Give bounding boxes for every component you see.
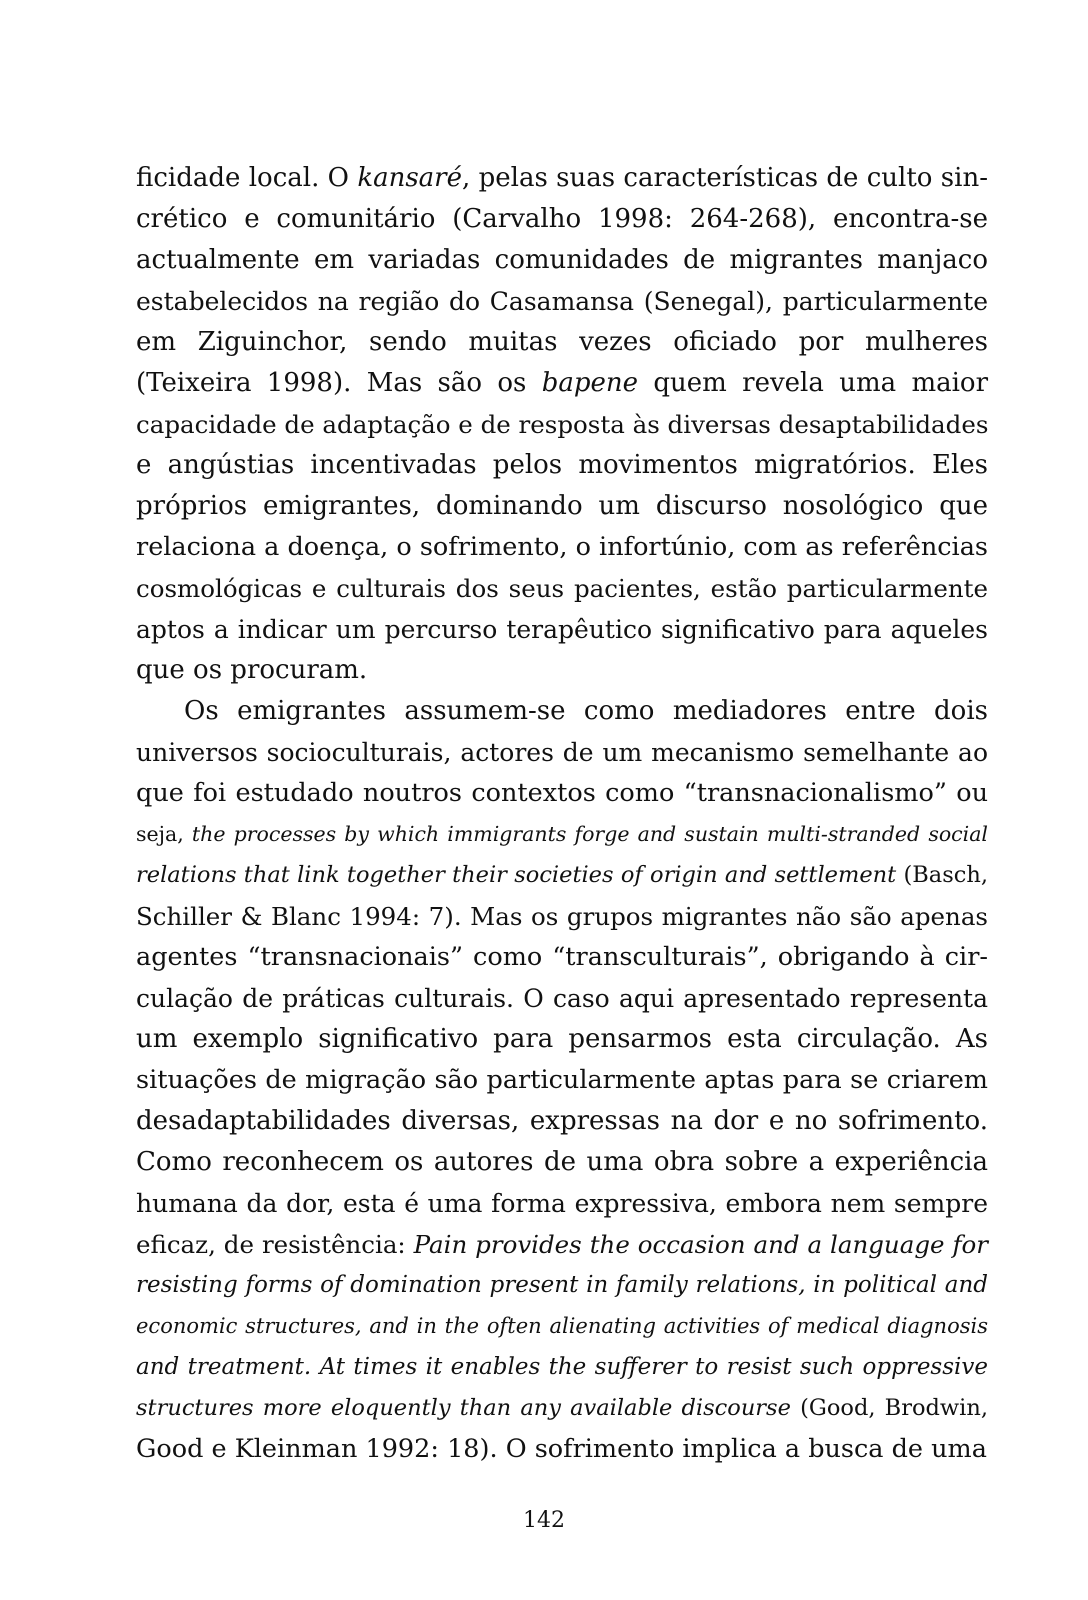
text-line	[136, 1265, 988, 1306]
text-line	[136, 445, 988, 486]
text-line	[136, 814, 988, 855]
text-line	[136, 1224, 988, 1265]
text-line	[136, 978, 988, 1019]
text-run: universos socioculturais, actores de um mecanismo semelhante ao	[136, 738, 988, 767]
text-line	[136, 773, 988, 814]
text-line	[136, 363, 988, 404]
text-run: actualmente em variadas comunidades de migrantes manjaco	[136, 245, 988, 275]
text-run: humana da dor, esta é uma forma expressiva, embora nem sempre	[136, 1189, 988, 1218]
text-line	[136, 240, 988, 281]
text-line	[136, 322, 988, 363]
italic-text: relations that link together their societies of origin and settlement	[136, 862, 897, 888]
text-run: Os emigrantes assumem-se como mediadores entre dois	[184, 696, 988, 726]
text-line	[136, 1183, 988, 1224]
text-line	[136, 404, 988, 445]
text-line	[136, 855, 988, 896]
text-line	[136, 1429, 988, 1470]
text-line	[136, 1388, 988, 1429]
text-run: quem revela uma maior	[638, 368, 988, 398]
text-run: estabelecidos na região do Casamansa (Senegal), particularmente	[136, 287, 988, 316]
text-run: um exemplo significativo para pensarmos esta circulação. As	[136, 1024, 988, 1054]
text-run: situações de migração são particularmente aptas para se criarem	[136, 1065, 988, 1095]
text-line	[136, 1019, 988, 1060]
text-line	[136, 1101, 988, 1142]
text-run: que foi estudado noutros contextos como “transnacionalismo” ou	[136, 778, 988, 808]
text-run: ficidade local. O	[136, 163, 358, 193]
text-run: em Ziguinchor, sendo muitas vezes oficiado por mulheres	[136, 327, 988, 357]
text-line	[136, 486, 988, 527]
text-run: seja,	[136, 822, 192, 846]
italic-text: Pain provides the occasion and a language for	[413, 1230, 988, 1259]
text-line	[136, 158, 988, 199]
text-line	[136, 1347, 988, 1388]
text-run: aptos a indicar um percurso terapêutico significativo para aqueles	[136, 615, 988, 644]
text-line	[136, 527, 988, 568]
text-run: , pelas suas características de culto sin-	[462, 163, 988, 193]
text-line	[136, 609, 988, 650]
text-line	[136, 691, 988, 732]
text-run: culação de práticas culturais. O caso aqui apresentado representa	[136, 984, 988, 1013]
text-run: próprios emigrantes, dominando um discurso nosológico que	[136, 491, 988, 521]
italic-text: economic structures, and in the often alienating activities of medical diagnosis	[136, 1314, 988, 1338]
text-line	[136, 650, 988, 691]
text-run: (Basch,	[896, 862, 988, 888]
text-run: relaciona a doença, o sofrimento, o infortúnio, com as referências	[136, 532, 988, 562]
text-run: eficaz, de resistência:	[136, 1230, 414, 1259]
page-number: 142	[523, 1508, 565, 1533]
text-run: crético e comunitário (Carvalho 1998: 264-268), encontra-se	[136, 204, 988, 234]
text-run: e angústias incentivadas pelos movimentos migratórios. Eles	[136, 450, 988, 480]
italic-text: structures more eloquently than any available discourse	[136, 1395, 791, 1421]
text-run: cosmológicas e culturais dos seus pacientes, estão particularmente	[136, 574, 988, 603]
text-run: capacidade de adaptação e de resposta às diversas desaptabilidades	[136, 410, 989, 439]
text-run: que os procuram.	[136, 655, 368, 685]
text-run: (Teixeira 1998). Mas são os	[136, 368, 542, 398]
italic-text: bapene	[541, 368, 639, 398]
italic-text: the processes by which immigrants forge and sustain multi-stranded social	[191, 822, 988, 846]
text-line	[136, 937, 988, 978]
italic-text: resisting forms of domination present in family relations, in political and	[136, 1272, 988, 1298]
text-line	[136, 732, 988, 773]
body-text	[136, 158, 988, 1470]
text-line	[136, 1060, 988, 1101]
text-line	[136, 568, 988, 609]
text-line	[136, 1306, 988, 1347]
text-line	[136, 199, 988, 240]
text-line	[136, 281, 988, 322]
paragraph	[136, 158, 988, 691]
text-line	[136, 1142, 988, 1183]
text-run: Schiller & Blanc 1994: 7). Mas os grupos migrantes não são apenas	[136, 902, 988, 931]
italic-text: kansaré	[357, 163, 462, 193]
text-run: Como reconhecem os autores de uma obra sobre a experiência	[136, 1147, 988, 1177]
text-run: agentes “transnacionais” como “transculturais”, obrigando à cir-	[136, 942, 988, 972]
text-run: Good e Kleinman 1992: 18). O sofrimento implica a busca de uma	[136, 1434, 987, 1464]
text-run: desadaptabilidades diversas, expressas na dor e no sofrimento.	[136, 1106, 988, 1136]
text-line	[136, 896, 988, 937]
paragraph	[136, 691, 988, 1470]
italic-text: and treatment. At times it enables the sufferer to resist such oppressive	[136, 1354, 988, 1380]
text-run: (Good, Brodwin,	[790, 1395, 988, 1421]
